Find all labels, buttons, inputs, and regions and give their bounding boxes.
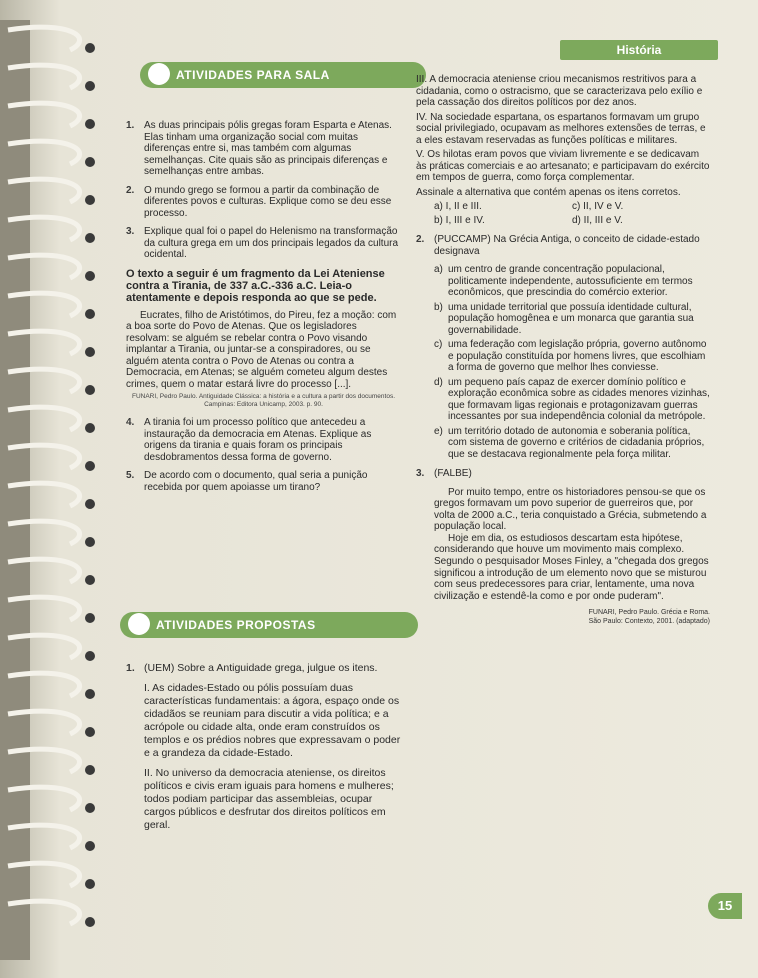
item-i: I. As cidades-Estado ou pólis possuíam duas características fundamentais: a ágora, espaço onde os cidadãos se reuniam para discutir a vida política; e a acrópole ou cidade alta, onde eram construídos os templos e os prédios nobres que expressavam o poder e a grandeza da cidade-Estado. — [144, 682, 401, 759]
subject-tab: História — [560, 40, 718, 60]
question-text: De acordo com o documento, qual seria a punição recebida por quem apoiasse um tirano? — [144, 470, 368, 493]
option-letter: a) — [434, 264, 443, 275]
question-text: As duas principais pólis gregas foram Esparta e Atenas. Elas tinham uma organização social com muitas diferenças entre si, mas também com algumas semelhanças. Cite quais são as principais diferenças e semelhanças entre ambas. — [144, 120, 392, 177]
source-citation: São Paulo: Contexto, 2001. (adaptado) — [588, 618, 710, 626]
left-column-bottom — [126, 662, 401, 839]
option-item[interactable] — [434, 426, 710, 461]
question-number: 1. — [126, 120, 135, 131]
option-text: um pequeno país capaz de exercer domínio político e exploração econômica sobre as cidades menores vizinhas, que formavam ligas regionais e protagonizavam guerras incessantes por sua independência colonial da metrópole. — [448, 376, 710, 422]
option-c[interactable]: c) II, IV e V. — [572, 201, 624, 212]
option-text: uma unidade territorial que possuía identidade cultural, população homogênea e um monarca que garantia sua governabilidade. — [448, 301, 694, 336]
pencil-icon — [148, 63, 170, 85]
option-b[interactable]: b) I, III e IV. — [434, 214, 485, 226]
option-text: uma federação com legislação própria, governo autônomo e população constituída por homens livres, que escolhiam a forma de governo que melhor lhes conviesse. — [448, 339, 707, 373]
option-item[interactable] — [434, 302, 710, 337]
section-banner-room — [140, 62, 426, 88]
option-letter: c) — [434, 339, 443, 350]
option-letter: e) — [434, 425, 443, 437]
falbe-text — [434, 487, 710, 627]
pencil-icon — [128, 613, 150, 635]
section-banner-proposed — [120, 612, 418, 638]
instruction: Assinale a alternativa que contém apenas os itens corretos. — [416, 186, 681, 198]
text-intro: O texto a seguir é um fragmento da Lei Ateniense contra a Tirania, de 337 a.C.-336 a.C. Leia-o atentamente e depois responda ao que se pede. — [126, 267, 385, 304]
question-number: 1. — [126, 662, 135, 674]
option-text: um centro de grande concentração populacional, politicamente independente, autossuficiente em termos econômicos, que prescindia do comércio exterior. — [448, 264, 693, 298]
option-item[interactable] — [434, 377, 710, 423]
section-title-room: ATIVIDADES PARA SALA — [176, 68, 330, 82]
question-text: O mundo grego se formou a partir da combinação de diferentes povos e culturas. Explique como se deu esse processo. — [144, 184, 392, 219]
question-text: (UEM) Sobre a Antiguidade grega, julgue os itens. — [144, 662, 378, 674]
answer-options — [434, 201, 710, 226]
question-text: A tirania foi um processo político que antecedeu a instauração da democracia em Atenas. Explique as origens da tirania e quais foram os principais desdobramentos dessa forma de governo. — [144, 417, 372, 463]
option-d[interactable]: d) II, III e V. — [572, 214, 623, 226]
question-text: (PUCCAMP) Na Grécia Antiga, o conceito de cidade-estado designava — [434, 234, 700, 257]
section-title-proposed: ATIVIDADES PROPOSTAS — [156, 618, 316, 632]
q2-options — [434, 264, 710, 460]
page-number: 15 — [708, 893, 742, 919]
spiral-binding — [0, 20, 110, 960]
question-number: 2. — [126, 184, 135, 196]
question-text: (FALBE) — [434, 468, 472, 479]
option-letter: d) — [434, 376, 443, 388]
excerpt-citation: FUNARI, Pedro Paulo. Antiguidade Clássica: a história e a cultura a partir dos documentos. Campinas: Editora Unicamp, 2003. p. 90. — [131, 393, 396, 408]
option-text: um território dotado de autonomia e soberania política, com sistema de governo e critérios de cidadania próprios, que se destacava regionalmente pela força militar. — [448, 425, 705, 460]
item-iv: IV. Na sociedade espartana, os espartanos formavam um grupo social privilegiado, ocupavam as melhores extensões de terras, e a eles estavam reservadas as funções políticas e militares. — [416, 111, 706, 146]
question-number: 2. — [416, 234, 425, 245]
option-item[interactable] — [434, 339, 710, 374]
left-column-top — [126, 120, 401, 500]
item-iii: III. A democracia ateniense criou mecanismos restritivos para a cidadania, como o ostracismo, que se caracterizava pelo exílio e pela cassação dos direitos políticos por dez anos. — [416, 74, 703, 108]
law-excerpt: Eucrates, filho de Aristótimos, do Pireu, fez a moção: com a boa sorte do Povo de Atenas. Que os legisladores resolvam: se alguém se rebelar contra o Povo visando implantar a Tirania, ou juntar-se a conspiradores, ou se alguém atenta contra o Povo de Atenas ou contra a Democracia, em Atenas; se alguém cometeu algum destes crimes, quem o matar estará livre do processo [...]. — [126, 309, 397, 390]
text-paragraph: Hoje em dia, os estudiosos descartam esta hipótese, considerando que houve um movimento mais complexo. Segundo o pesquisador Moses Finley, a "chegada dos gregos significou a introdução de um elemento novo que se misturou com seus predecessores para criar, lentamente, uma nova civilização e estendê-la como e por onde puderam". — [434, 532, 709, 602]
option-item[interactable] — [434, 264, 710, 299]
source-citation: FUNARI, Pedro Paulo. Grécia e Roma. — [588, 609, 710, 617]
option-a[interactable]: a) I, II e III. — [434, 201, 482, 212]
question-number: 4. — [126, 417, 135, 428]
question-number: 5. — [126, 470, 135, 481]
text-paragraph: Por muito tempo, entre os historiadores pensou-se que os gregos formavam um povo superior de guerreiros que, por volta de 2000 a.C., teria conquistado a Grécia, submetendo a população local. — [434, 486, 707, 533]
question-number: 3. — [126, 226, 135, 237]
right-column — [416, 74, 710, 626]
question-number: 3. — [416, 468, 425, 479]
item-v: V. Os hilotas eram povos que viviam livremente e se dedicavam às práticas comerciais e ao artesanato; e participavam do exército em tempos de guerra, como força complementar. — [416, 149, 710, 183]
option-letter: b) — [434, 301, 443, 313]
item-ii: II. No universo da democracia ateniense, os direitos políticos e civis eram iguais para homens e mulheres; todos podiam participar das assembleias, ocupar cargos públicos e desfrutar dos direitos políticos em geral. — [144, 767, 394, 831]
question-text: Explique qual foi o papel do Helenismo na transformação da cultura grega em um dos principais legados da cultura ocidental. — [144, 226, 399, 260]
